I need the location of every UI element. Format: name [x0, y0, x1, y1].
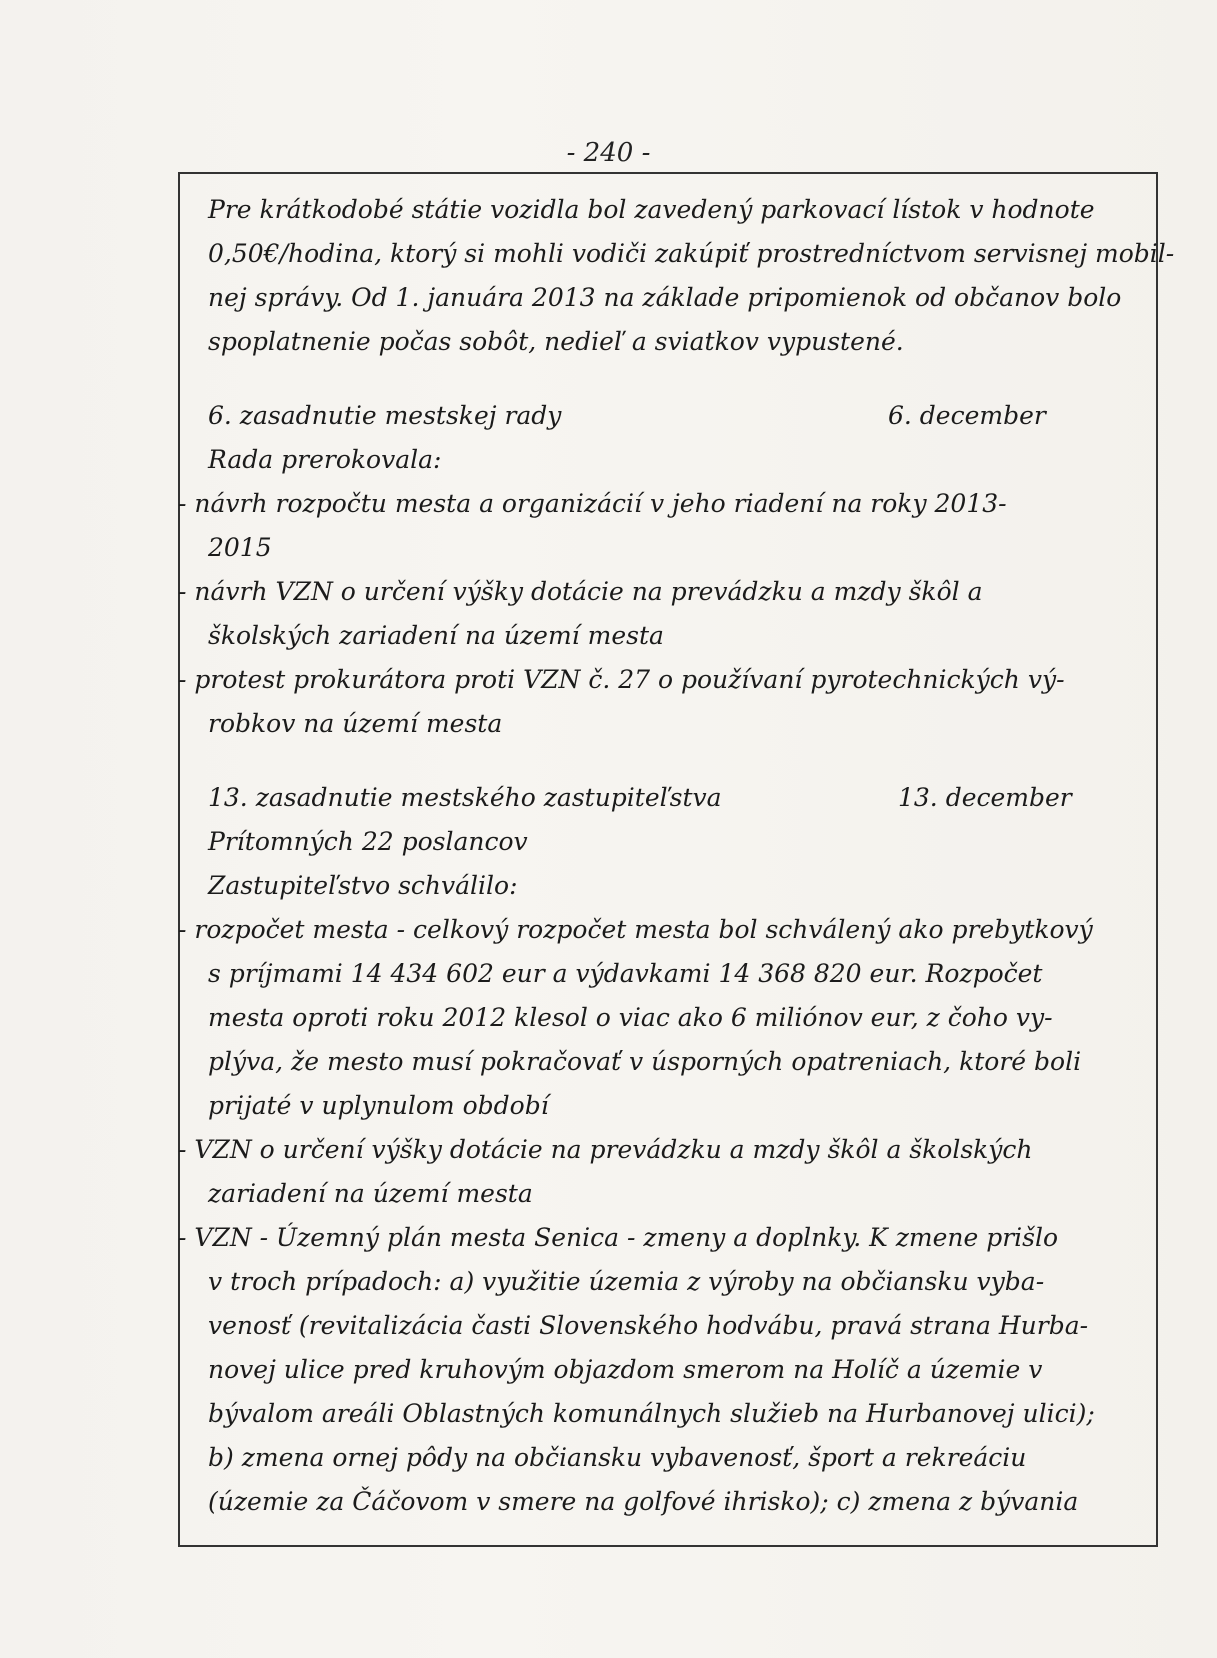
- zastupitelstvo-intro: Zastupiteľstvo schválilo:: [208, 871, 518, 900]
- rada-intro: Rada prerokovala:: [208, 445, 442, 474]
- rada-item: školských zariadení na území mesta: [208, 621, 664, 650]
- parking-line: 0,50€/hodina, ktorý si mohli vodiči zakúpiť prostredníctvom servisnej mobil-: [208, 239, 1175, 268]
- zastupitelstvo-item: v troch prípadoch: a) využitie územia z výroby na občiansku vyba-: [208, 1267, 1045, 1296]
- zastupitelstvo-item: - VZN o určení výšky dotácie na prevádzku a mzdy škôl a školských: [178, 1135, 1033, 1164]
- rada-title: 6. zasadnutie mestskej rady: [208, 401, 562, 430]
- rada-item: - návrh VZN o určení výšky dotácie na prevádzku a mzdy škôl a: [178, 577, 983, 606]
- zastupitelstvo-item: - VZN - Územný plán mesta Senica - zmeny a doplnky. K zmene prišlo: [178, 1223, 1059, 1252]
- zastupitelstvo-item: bývalom areáli Oblastných komunálnych služieb na Hurbanovej ulici);: [208, 1399, 1095, 1428]
- zastupitelstvo-date: 13. december: [898, 783, 1072, 812]
- zastupitelstvo-item: mesta oproti roku 2012 klesol o viac ako 6 miliónov eur, z čoho vy-: [208, 1003, 1053, 1032]
- rada-date: 6. december: [888, 401, 1046, 430]
- rada-item: - protest prokurátora proti VZN č. 27 o používaní pyrotechnických vý-: [178, 665, 1065, 694]
- zastupitelstvo-item: zariadení na území mesta: [208, 1179, 533, 1208]
- parking-line: nej správy. Od 1. januára 2013 na základe pripomienok od občanov bolo: [208, 283, 1122, 312]
- zastupitelstvo-item: plýva, že mesto musí pokračovať v úsporných opatreniach, ktoré boli: [208, 1047, 1082, 1076]
- page-number: - 240 -: [566, 138, 651, 168]
- zastupitelstvo-item: (územie za Čáčovom v smere na golfové ihrisko); c) zmena z bývania: [208, 1487, 1079, 1516]
- rada-item: robkov na území mesta: [208, 709, 503, 738]
- parking-line: Pre krátkodobé státie vozidla bol zavedený parkovací lístok v hodnote: [208, 195, 1095, 224]
- rada-item: - návrh rozpočtu mesta a organizácií v jeho riadení na roky 2013-: [178, 489, 1007, 518]
- zastupitelstvo-attendance: Prítomných 22 poslancov: [208, 827, 528, 856]
- zastupitelstvo-item: novej ulice pred kruhovým objazdom smerom na Holíč a územie v: [208, 1355, 1043, 1384]
- parking-line: spoplatnenie počas sobôt, nedieľ a sviatkov vypustené.: [208, 327, 904, 356]
- zastupitelstvo-item: prijaté v uplynulom období: [208, 1091, 549, 1120]
- zastupitelstvo-item: b) zmena ornej pôdy na občiansku vybavenosť, šport a rekreáciu: [208, 1443, 1027, 1472]
- zastupitelstvo-item: - rozpočet mesta - celkový rozpočet mesta bol schválený ako prebytkový: [178, 915, 1093, 944]
- zastupitelstvo-item: s príjmami 14 434 602 eur a výdavkami 14 368 820 eur. Rozpočet: [208, 959, 1043, 988]
- zastupitelstvo-item: venosť (revitalizácia časti Slovenského hodvábu, pravá strana Hurba-: [208, 1311, 1089, 1340]
- zastupitelstvo-title: 13. zasadnutie mestského zastupiteľstva: [208, 783, 722, 812]
- rada-item: 2015: [208, 533, 272, 562]
